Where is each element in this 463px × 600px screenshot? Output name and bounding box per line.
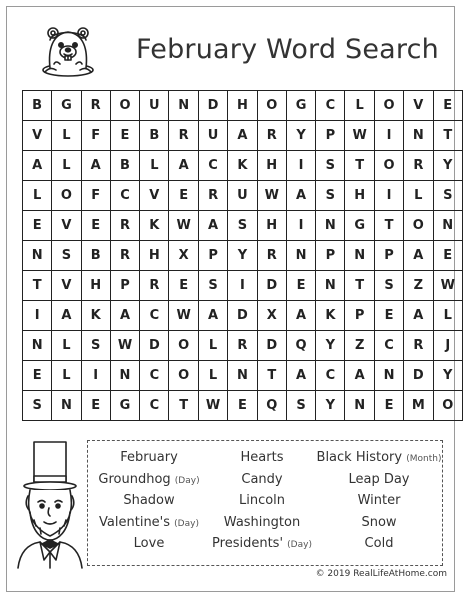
grid-cell: O	[110, 91, 139, 121]
grid-cell: N	[110, 361, 139, 391]
grid-cell: C	[110, 181, 139, 211]
grid-cell: W	[257, 181, 286, 211]
grid-cell: C	[140, 391, 169, 421]
grid-cell: B	[23, 91, 52, 121]
word-list-box	[87, 440, 443, 566]
word-label: Lincoln	[238, 493, 286, 508]
grid-cell: N	[345, 391, 374, 421]
grid-cell: A	[23, 151, 52, 181]
word-label: Washington	[223, 514, 301, 530]
grid-cell: S	[286, 391, 315, 421]
word-list	[88, 449, 442, 554]
word-label: Love	[133, 536, 165, 551]
grid-cell: N	[374, 361, 403, 391]
grid-cell: H	[228, 91, 257, 121]
grid-cell: S	[81, 331, 110, 361]
grid-cell: O	[169, 361, 198, 391]
grid-cell: N	[52, 391, 81, 421]
grid-cell: M	[404, 391, 433, 421]
grid-cell: H	[81, 271, 110, 301]
word-list-item	[88, 492, 210, 511]
word-list-item	[88, 514, 210, 533]
word-list-item	[210, 514, 314, 533]
grid-cell: K	[316, 301, 345, 331]
groundhog-illustration	[40, 20, 96, 78]
grid-cell: E	[81, 391, 110, 421]
grid-cell: Y	[433, 361, 463, 391]
grid-cell: O	[374, 91, 403, 121]
word-label: Black History	[316, 450, 403, 465]
grid-cell: S	[316, 181, 345, 211]
grid-cell: R	[228, 331, 257, 361]
grid-cell: B	[110, 151, 139, 181]
word-list-item	[88, 449, 210, 468]
grid-cell: P	[345, 301, 374, 331]
grid-cell: A	[198, 301, 227, 331]
grid-cell: A	[404, 241, 433, 271]
grid-cell: S	[316, 151, 345, 181]
grid-cell: T	[169, 391, 198, 421]
grid-cell: L	[198, 361, 227, 391]
grid-cell: H	[345, 181, 374, 211]
grid-cell: A	[345, 361, 374, 391]
grid-cell: R	[81, 91, 110, 121]
grid-cell: G	[345, 211, 374, 241]
grid-cell: W	[169, 211, 198, 241]
grid-cell: E	[81, 211, 110, 241]
grid-row	[23, 241, 463, 271]
grid-cell: D	[140, 331, 169, 361]
word-label: Valentine's	[99, 514, 171, 530]
grid-cell: A	[404, 301, 433, 331]
grid-cell: L	[52, 331, 81, 361]
grid-cell: O	[433, 391, 463, 421]
grid-cell: P	[316, 241, 345, 271]
grid-cell: I	[228, 271, 257, 301]
grid-cell: R	[110, 211, 139, 241]
grid-cell: K	[228, 151, 257, 181]
grid-cell: O	[52, 181, 81, 211]
grid-cell: A	[169, 151, 198, 181]
grid-cell: G	[110, 391, 139, 421]
word-note: (Month)	[406, 454, 442, 464]
word-label: Groundhog	[98, 471, 171, 487]
grid-cell: I	[374, 121, 403, 151]
grid-cell: A	[286, 361, 315, 391]
grid-cell: E	[433, 91, 463, 121]
grid-cell: R	[257, 121, 286, 151]
word-label: Shadow	[123, 493, 175, 508]
grid-cell: F	[81, 121, 110, 151]
grid-cell: Z	[345, 331, 374, 361]
grid-cell: S	[23, 391, 52, 421]
grid-cell: H	[140, 241, 169, 271]
grid-cell: L	[23, 181, 52, 211]
grid-cell: J	[433, 331, 463, 361]
grid-row	[23, 271, 463, 301]
grid-cell: N	[345, 241, 374, 271]
grid-cell: D	[404, 361, 433, 391]
copyright-notice: © 2019 RealLifeAtHome.com	[315, 569, 447, 579]
word-list-item	[210, 449, 314, 468]
grid-cell: L	[345, 91, 374, 121]
word-label: Hearts	[240, 450, 284, 465]
word-list-item	[210, 492, 314, 511]
grid-cell: O	[404, 211, 433, 241]
grid-cell: C	[198, 151, 227, 181]
grid-cell: T	[23, 271, 52, 301]
word-search-grid	[22, 90, 463, 421]
grid-cell: S	[228, 211, 257, 241]
grid-cell: N	[23, 331, 52, 361]
grid-cell: O	[257, 91, 286, 121]
grid-cell: H	[257, 211, 286, 241]
word-list-item	[314, 514, 444, 533]
grid-cell: R	[404, 151, 433, 181]
grid-cell: A	[81, 151, 110, 181]
grid-cell: E	[169, 181, 198, 211]
grid-cell: A	[52, 301, 81, 331]
word-note: (Day)	[174, 518, 199, 529]
grid-cell: L	[433, 301, 463, 331]
grid-cell: N	[228, 361, 257, 391]
abraham-lincoln-illustration	[14, 440, 84, 570]
grid-cell: I	[286, 211, 315, 241]
grid-cell: C	[316, 91, 345, 121]
grid-cell: W	[169, 301, 198, 331]
grid-cell: L	[52, 151, 81, 181]
grid-cell: V	[52, 271, 81, 301]
grid-cell: S	[52, 241, 81, 271]
grid-cell: Z	[404, 271, 433, 301]
grid-cell: O	[374, 151, 403, 181]
grid-cell: E	[286, 271, 315, 301]
grid-cell: S	[198, 271, 227, 301]
grid-cell: G	[52, 91, 81, 121]
word-note: (Day)	[287, 540, 312, 550]
word-label: Candy	[241, 471, 283, 487]
grid-row	[23, 211, 463, 241]
grid-cell: R	[257, 241, 286, 271]
grid-cell: C	[316, 361, 345, 391]
grid-cell: E	[23, 211, 52, 241]
grid-row	[23, 301, 463, 331]
grid-cell: S	[374, 271, 403, 301]
grid-cell: Y	[316, 391, 345, 421]
grid-cell: T	[345, 151, 374, 181]
grid-cell: T	[433, 121, 463, 151]
grid-cell: N	[316, 211, 345, 241]
grid-cell: T	[374, 211, 403, 241]
grid-cell: A	[110, 301, 139, 331]
grid-cell: K	[140, 211, 169, 241]
grid-cell: X	[169, 241, 198, 271]
grid-cell: E	[23, 361, 52, 391]
word-list-item	[314, 449, 444, 468]
grid-cell: L	[52, 121, 81, 151]
page-title: February Word Search	[136, 34, 439, 65]
grid-cell: I	[23, 301, 52, 331]
grid-cell: B	[81, 241, 110, 271]
grid-cell: S	[433, 181, 463, 211]
grid-cell: D	[228, 301, 257, 331]
word-label: Winter	[357, 493, 401, 508]
word-list-item	[210, 471, 314, 490]
grid-cell: L	[198, 331, 227, 361]
grid-cell: L	[52, 361, 81, 391]
grid-cell: E	[374, 391, 403, 421]
grid-cell: R	[110, 241, 139, 271]
grid-cell: U	[228, 181, 257, 211]
grid-cell: A	[286, 301, 315, 331]
grid-cell: C	[140, 361, 169, 391]
grid-cell: Y	[286, 121, 315, 151]
grid-cell: A	[198, 211, 227, 241]
word-label: Snow	[361, 514, 397, 530]
grid-cell: C	[374, 331, 403, 361]
grid-cell: E	[374, 301, 403, 331]
grid-cell: I	[81, 361, 110, 391]
grid-cell: I	[374, 181, 403, 211]
grid-cell: N	[316, 271, 345, 301]
grid-cell: Q	[286, 331, 315, 361]
grid-cell: V	[23, 121, 52, 151]
grid-cell: H	[257, 151, 286, 181]
grid-cell: N	[23, 241, 52, 271]
grid-cell: N	[169, 91, 198, 121]
grid-cell: R	[198, 181, 227, 211]
grid-cell: N	[404, 121, 433, 151]
grid-cell: A	[286, 181, 315, 211]
grid-cell: I	[286, 151, 315, 181]
grid-cell: F	[81, 181, 110, 211]
grid-cell: U	[140, 91, 169, 121]
grid-cell: P	[316, 121, 345, 151]
grid-row	[23, 151, 463, 181]
grid-cell: Y	[228, 241, 257, 271]
grid-cell: V	[52, 211, 81, 241]
grid-cell: R	[404, 331, 433, 361]
grid-cell: N	[433, 211, 463, 241]
grid-cell: A	[228, 121, 257, 151]
grid-cell: E	[110, 121, 139, 151]
grid-cell: P	[374, 241, 403, 271]
grid-cell: T	[345, 271, 374, 301]
grid-cell: N	[286, 241, 315, 271]
word-label: Leap Day	[348, 471, 410, 487]
grid-cell: P	[110, 271, 139, 301]
grid-cell: R	[169, 121, 198, 151]
grid-cell: T	[257, 361, 286, 391]
word-list-item	[88, 535, 210, 554]
word-list-item	[314, 535, 444, 554]
grid-cell: D	[257, 271, 286, 301]
grid-cell: L	[404, 181, 433, 211]
grid-cell: E	[228, 391, 257, 421]
grid-cell: Q	[257, 391, 286, 421]
word-list-item	[314, 471, 444, 490]
grid-cell: G	[286, 91, 315, 121]
word-label: Cold	[364, 536, 394, 551]
word-list-item	[210, 535, 314, 554]
grid-row	[23, 121, 463, 151]
grid-cell: P	[198, 241, 227, 271]
grid-cell: V	[404, 91, 433, 121]
word-list-item	[88, 471, 210, 490]
grid-row	[23, 181, 463, 211]
grid-cell: R	[140, 271, 169, 301]
grid-row	[23, 361, 463, 391]
grid-row	[23, 331, 463, 361]
grid-cell: Y	[316, 331, 345, 361]
grid-cell: D	[198, 91, 227, 121]
grid-cell: V	[140, 181, 169, 211]
grid-cell: D	[257, 331, 286, 361]
grid-cell: O	[169, 331, 198, 361]
grid-cell: W	[198, 391, 227, 421]
grid-cell: X	[257, 301, 286, 331]
word-list-item	[314, 492, 444, 511]
grid-cell: E	[433, 241, 463, 271]
grid-cell: B	[140, 121, 169, 151]
grid-cell: W	[345, 121, 374, 151]
grid-cell: C	[140, 301, 169, 331]
word-note: (Day)	[174, 475, 200, 486]
grid-cell: Y	[433, 151, 463, 181]
grid-cell: U	[198, 121, 227, 151]
word-label: Presidents'	[212, 536, 284, 551]
grid-cell: L	[140, 151, 169, 181]
grid-cell: W	[433, 271, 463, 301]
grid-row	[23, 91, 463, 121]
grid-row	[23, 391, 463, 421]
grid-cell: W	[110, 331, 139, 361]
grid-cell: E	[169, 271, 198, 301]
grid-cell: K	[81, 301, 110, 331]
word-label: February	[120, 450, 178, 465]
